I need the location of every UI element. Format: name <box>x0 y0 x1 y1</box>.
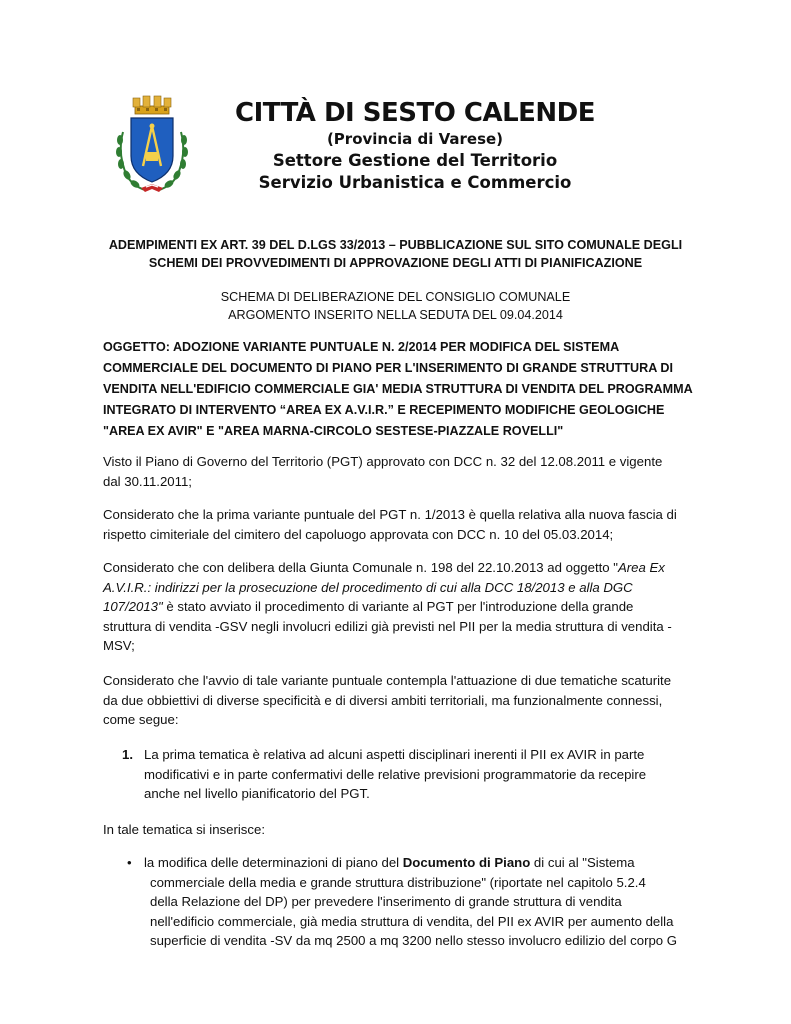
paragraph-considerato-1 <box>103 505 693 544</box>
text-span: la modifica delle determinazioni di piano del <box>144 855 403 870</box>
text-line: struttura di vendita -GSV negli involucri edilizi già previsti nel PII per la media struttura di vendita - <box>103 618 672 634</box>
text-line: nell'edificio commerciale, già media struttura di vendita, del PII ex AVIR per aumento della <box>150 913 674 929</box>
text-line: anche nel livello pianificatorio del PGT. <box>144 786 370 801</box>
paragraph-considerato-2 <box>103 558 693 656</box>
text-line <box>144 853 697 873</box>
schema-line: SCHEMA DI DELIBERAZIONE DEL CONSIGLIO COMUNALE <box>220 290 571 304</box>
paragraph-visto <box>103 452 693 491</box>
bullet-list-item <box>122 853 697 951</box>
text-line: Considerato che la prima variante puntuale del PGT n. 1/2013 è quella relativa alla nuova fascia di <box>103 507 677 522</box>
subject-line: OGGETTO: ADOZIONE VARIANTE PUNTUALE N. 2/2014 PER MODIFICA DEL SISTEMA <box>103 340 620 354</box>
province-name: (Provincia di Varese) <box>326 130 504 148</box>
text-line: modificativi e in parte confermativi delle relative previsioni programmatorie da recepire <box>144 766 647 782</box>
text-line: della Relazione del DP) per prevedere l'inserimento di grande struttura di vendita <box>150 894 622 909</box>
subject-line: COMMERCIALE DEL DOCUMENTO DI PIANO PER L'INSERIMENTO DI GRANDE STRUTTURA DI <box>103 361 673 375</box>
adempimenti-line: ADEMPIMENTI EX ART. 39 DEL D.LGS 33/2013 – PUBBLICAZIONE SUL SITO COMUNALE DEGLI <box>108 238 683 252</box>
letterhead <box>230 98 600 194</box>
adempimenti-line: SCHEMI DEI PROVVEDIMENTI DI APPROVAZIONE DEGLI ATTI DI PIANIFICAZIONE <box>148 256 643 270</box>
paragraph-considerato-3 <box>103 671 693 730</box>
text-line: da due obbiettivi di diverse specificità e di diversi ambiti territoriali, ma funzionalmente connessi, <box>103 692 663 708</box>
city-name: CITTÀ DI SESTO CALENDE <box>234 98 596 128</box>
text-line: Visto il Piano di Governo del Territorio (PGT) approvato con DCC n. 32 del 12.08.2011 e vigente <box>103 454 663 469</box>
text-line: come segue: <box>103 712 179 727</box>
italic-line: A.V.I.R.: indirizzi per la prosecuzione del procedimento di cui alla DCC 18/2013 e alla DGC <box>103 579 633 595</box>
italic-span: 107/2013" <box>103 599 163 614</box>
italic-span: Area Ex <box>617 560 665 575</box>
subject-block <box>103 337 693 442</box>
text-line <box>103 597 693 617</box>
text-span: di cui al "Sistema <box>530 855 635 870</box>
text-line <box>103 558 693 578</box>
ribbon-icon <box>141 184 163 192</box>
text-line: superficie di vendita -SV da mq 2500 a mq 3200 nello stesso involucro edilizio del corpo G <box>150 933 678 948</box>
subject-line: "AREA EX AVIR" E "AREA MARNA-CIRCOLO SESTESE-PIAZZALE ROVELLI" <box>103 424 564 438</box>
text-span: Considerato che con delibera della Giunta Comunale n. 198 del 22.10.2013 ad oggetto " <box>103 560 618 575</box>
paragraph-tematica: In tale tematica si inserisce: <box>103 822 265 837</box>
subject-line: INTEGRATO DI INTERVENTO “AREA EX A.V.I.R.” E RECEPIMENTO MODIFICHE GEOLOGICHE <box>103 403 665 417</box>
text-line: commerciale della media e grande struttura distribuzione" (riportate nel capitolo 5.2.4 <box>150 874 646 890</box>
adempimenti-heading <box>90 236 701 272</box>
text-line: MSV; <box>103 638 135 653</box>
numbered-list-item <box>122 745 693 804</box>
coat-of-arms-icon <box>113 92 191 196</box>
text-span: è stato avviato il procedimento di variante al PGT per l'introduzione della grande <box>162 599 634 614</box>
text-line: dal 30.11.2011; <box>103 473 192 489</box>
text-line: Considerato che l'avvio di tale variante puntuale contempla l'attuazione di due tematiche scaturite <box>103 673 672 688</box>
bullet-icon: • <box>127 855 132 870</box>
schema-heading <box>90 288 701 324</box>
sector-name: Settore Gestione del Territorio <box>272 151 558 170</box>
text-line: La prima tematica è relativa ad alcuni aspetti disciplinari inerenti il PII ex AVIR in parte <box>144 747 645 762</box>
service-name: Servizio Urbanistica e Commercio <box>258 173 572 192</box>
text-line: rispetto cimiteriale del cimitero del capoluogo approvata con DCC n. 10 del 05.03.2014; <box>103 526 614 542</box>
subject-line: VENDITA NELL'EDIFICIO COMMERCIALE GIA' MEDIA STRUTTURA DI VENDITA DEL PROGRAMMA <box>103 382 693 396</box>
list-number: 1. <box>122 747 133 762</box>
bold-span: Documento di Piano <box>402 855 531 870</box>
schema-line: ARGOMENTO INSERITO NELLA SEDUTA DEL 09.04.2014 <box>228 308 563 322</box>
crown-icon <box>133 96 171 114</box>
